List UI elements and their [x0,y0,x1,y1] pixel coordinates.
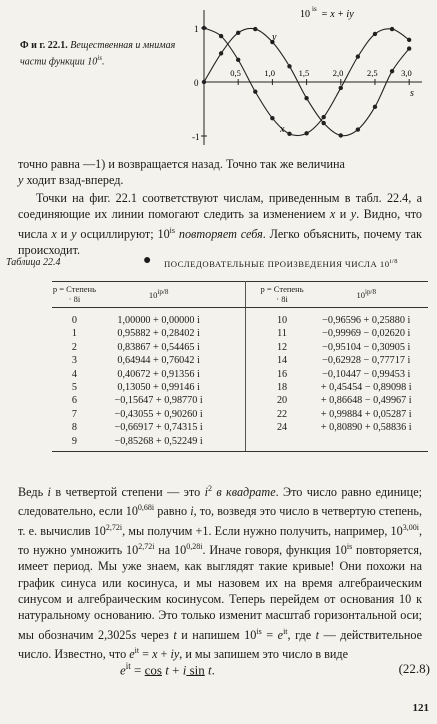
cell-value-left: 0,83867 + 0,54465 i [117,341,200,353]
data-point-y [321,121,325,125]
table-row [52,327,428,340]
p3-t2: t [315,627,320,642]
p3-e3: 10 [390,523,403,538]
table-row [52,308,428,328]
data-point-x [253,90,257,94]
cell-value-right: + 0,86648 − 0,49967 i [320,395,412,407]
data-point-x [236,58,240,62]
para2-var-x2: x [51,226,57,241]
col-separator [220,327,245,340]
cell-value-left: 0,40672 + 0,91356 i [117,368,200,380]
cell-value-right: −0,10447 − 0,99453 i [322,368,411,380]
col-separator [220,421,245,434]
p3-e5sup: 0,28i [186,542,203,552]
table-row [52,421,428,434]
data-point-y [339,133,343,137]
p3-e8sup: it [283,626,288,636]
equation-number: (22.8) [398,661,430,676]
data-point-y [390,69,394,73]
p3-a13: и напишем [176,627,245,642]
col-gap [246,341,260,354]
p3-a9: на [154,543,175,558]
x-tick-label: 1,0 [264,68,276,78]
data-point-x [339,86,343,90]
cell-value-left: 1,00000 + 0,00000 i [117,315,200,326]
col-separator [220,308,245,328]
p3-t1: t [173,627,177,642]
col-header-v-right [305,282,429,308]
x-tick-label: 2,0 [332,68,344,78]
col-gap [246,308,260,328]
para2-var-y2: y [71,226,77,241]
table-row [52,354,428,367]
cell-value-right: + 0,80890 + 0,58836 i [320,422,412,434]
chart-title-rest: = x + iy [321,9,354,20]
p3-a5: равно [154,504,191,519]
p3-i3: i [190,504,194,519]
paragraph-2 [18,190,422,258]
cell-value-right: −0,96596 + 0,25880 i [322,315,411,326]
p3-a3: в квадрате [211,485,276,500]
data-point-x [202,26,206,30]
x-axis-label: s [410,88,414,99]
para2-formula-sup: is [169,225,175,235]
data-point-y [253,27,257,31]
data-point-x [304,131,308,135]
paragraph-1 [18,156,422,189]
col-separator [220,368,245,381]
p3-e7: 10 [244,627,257,642]
col-header-v-left-base: 10 [148,289,158,300]
col-separator [220,408,245,421]
cell-p-right: 20 [276,395,288,407]
cell-value-left: 0,13050 + 0,99146 i [117,382,200,394]
p3-a14: = [261,627,278,642]
para2-var-y: y [350,207,357,222]
data-point-x [373,32,377,36]
paragraph-3 [18,481,422,662]
cell-value-left: −0,66917 + 0,74315 i [114,422,203,434]
p3-i2sup: 2 [207,484,212,493]
col-header-v-right-base: 10 [356,289,365,300]
data-point-y [407,46,411,50]
table-row [52,435,428,452]
col-gap [246,354,260,367]
table-row [52,394,428,407]
eq-plus: + [168,662,183,678]
cell-value-right: −0,95104 − 0,30905 i [322,341,411,353]
data-point-x [321,115,325,119]
data-point-x [219,34,223,38]
col-header-v-left [97,282,220,308]
eq-i: i [182,662,187,678]
table-row [52,381,428,394]
y-tick-label: 0 [194,78,199,88]
data-point-y [304,96,308,100]
col-gap [246,421,260,434]
table-number: Таблица 22.4 [6,257,61,268]
p3-e1sup: 0,68i [137,503,155,513]
data-point-y [287,64,291,68]
data-point-x [287,132,291,136]
table-heading [6,255,431,273]
page-number: 121 [412,702,429,714]
col-header-v-left-sup: ip/8 [157,288,169,297]
p3-e2: 10 [93,523,106,538]
col-gap [246,327,260,340]
line-chart [188,0,430,150]
col-header-p-left: p = Степень · 8i [52,282,97,308]
p3-a17: = [139,647,153,662]
p3-a15: , где [287,627,316,642]
cell-value-right: −0,99969 − 0,02620 i [322,328,411,340]
cell-p-right: 12 [276,341,288,353]
p3-e4: 10 [126,543,139,558]
p3-s1: s [131,627,137,642]
para2-text1: Точки на фиг. 22.1 соответствуют числам, приведенным в табл. 22.4, а соединяющие их линии помогают следить за изменением [18,191,422,222]
equation-22-8 [120,661,430,678]
data-point-x [407,38,411,42]
cell-value-left: −0,15647 + 0,98770 i [114,395,203,407]
figure-caption-text: Вещественная и мнимая части функции [20,40,176,68]
cell-value-right: −0,62928 − 0,77717 i [322,355,411,367]
para2-text2: и [335,207,351,222]
p3-a18: + [157,647,171,662]
col-gap [246,282,260,308]
p3-e5: 10 [174,543,187,558]
p3-e9sup: it [134,645,140,655]
x-tick-label: 1,5 [298,68,310,78]
p3-iy: iy [170,647,180,662]
para2-formula: 10 [157,226,170,241]
para2-emphasis: повторяет себя [175,226,263,241]
cell-value-left: 0,95882 + 0,28402 i [117,328,200,340]
table-row [52,341,428,354]
p3-e1: 10 [125,504,138,519]
cell-p-left: 6 [71,395,77,407]
data-point-x [356,54,360,58]
col-separator [220,394,245,407]
eq-cos: cos [144,662,162,678]
para2-var-x: x [329,207,336,222]
cell-value-right: + 0,45454 − 0,89098 i [320,382,412,394]
para1-var-y: y [18,173,24,188]
figure-caption-formula: 10 [87,56,98,68]
p3-e3sup: 3,00i [402,522,419,532]
col-separator [220,282,245,308]
cell-p-right: 18 [276,382,288,394]
y-tick-label: 1 [194,24,199,34]
p3-a4: . Это число равно единице; следовательно, если [18,485,423,519]
p3-xx: x [152,647,158,662]
cell-p-right: 24 [276,422,288,434]
col-separator [220,435,245,452]
p3-e2sup: 2,72i [105,522,123,532]
cell-p-left: 4 [71,368,77,380]
table-title-text: ПОСЛЕДОВАТЕЛЬНЫЕ ПРОИЗВЕДЕНИЯ ЧИСЛА 10 [164,258,390,269]
cell-p-left: 3 [71,355,77,367]
p3-e7sup: is [256,626,262,636]
p3-a19: , и мы запишем это число в виде [179,647,349,662]
cell-p-left: 5 [71,382,77,394]
table-title [164,258,398,269]
data-point-x [270,116,274,120]
p3-a12: через [136,627,174,642]
series-label-x: x [280,124,285,135]
para2-text5: осциллируют; [76,226,158,241]
powers-table [52,281,428,452]
eq-sin: sin [186,662,205,678]
cell-value-left: 0,64944 + 0,76042 i [117,355,200,367]
cell-p-right: 11 [277,328,287,340]
data-point-x [390,27,394,31]
data-point-y [202,80,206,84]
eq-t2: t [204,662,212,678]
col-gap [246,368,260,381]
p3-i1: i [47,485,51,500]
chart-title-base: 10 [300,9,310,20]
x-tick-label: 2,5 [366,68,378,78]
cell-p-left: 2 [71,341,77,353]
col-gap [246,381,260,394]
cell-p-right: 22 [276,408,288,420]
cell-p-left: 9 [52,435,97,452]
table-title-sup: i/8 [389,258,398,265]
cell-p-left: 1 [71,328,77,340]
p3-e4sup: 2,72i [138,542,155,552]
cell-p-left: 0 [71,315,77,326]
series-label-y: y [272,32,277,43]
p3-i2: i [204,485,208,500]
p3-e8: e [277,627,284,642]
p3-a11: повторяется, имеет период. Мы уже знаем, как выглядят такие кривые! Они похожи на график синуса или косинуса, и мы назовем их на время алгебраическим синусом и алгебраическим косинусом. Теперь перейдем от основания 10 к натуральному основанию. Это только изменит масштаб горизонтальной оси; мы обозначим 2,3025 [18,543,422,642]
p3-e9: e [129,647,135,662]
cell-value-right: + 0,99884 + 0,05287 i [320,408,412,420]
para2-text4: и [56,226,72,241]
y-tick-label: -1 [192,132,200,142]
p3-e6sup: is [346,542,353,552]
p3-a7: , мы получим +1. Если нужно получить, например, [122,523,391,538]
cell-value-left: −0,43055 + 0,90260 i [114,408,203,420]
col-gap [246,408,260,421]
eq-dot: . [211,662,215,678]
cell-value-left: −0,85268 + 0,52249 i [97,435,220,452]
p3-e6: 10 [334,543,347,558]
bullet-icon: ● [143,253,152,268]
para1-line1: точно равна —1) и возвращается назад. Точно так же величина [18,157,345,171]
cell-p-right: 16 [276,368,288,380]
data-point-y [356,127,360,131]
col-gap [246,394,260,407]
chart-title-sup: is [312,5,317,13]
x-tick-label: 3,0 [401,68,412,78]
cell-p-right: 14 [276,355,288,367]
eq-lhs-sup: it [125,661,131,671]
cell-p-left: 7 [71,408,77,420]
para2-text3: . Видно, что числа [18,207,422,241]
col-header-p-right: p = Степень · 8i [260,282,305,308]
cell-p-right [260,435,305,452]
data-point-y [219,51,223,55]
figure-caption-formula-sup: is [97,54,102,62]
cell-p-right: 10 [276,315,288,326]
eq-t1: t [161,662,169,678]
col-separator [220,354,245,367]
p3-a10: . Иначе говоря, функция [202,543,335,558]
cell-p-left: 8 [71,422,77,434]
p3-a1: Ведь [18,485,48,500]
eq-equals: = [130,662,145,678]
table-row [52,408,428,421]
figure-caption-end: . [101,56,105,68]
table-row [52,368,428,381]
cell-value-right [305,435,429,452]
col-separator [220,341,245,354]
p3-a8: , то нужно умножить [18,523,422,558]
eq-lhs: e [120,662,126,678]
data-point-y [236,31,240,35]
x-tick-label: 0,5 [230,68,241,78]
col-header-v-right-sup: ip/8 [364,288,376,297]
col-separator [220,381,245,394]
figure-label: Ф и г. 22.1. [20,40,68,51]
data-point-y [373,105,377,109]
p3-a2: в четвертой степени — это [50,485,205,500]
para1-line2: ходит взад-вперед. [23,173,124,188]
para2-text7: . Легко объяснить, почему так происходит. [18,226,422,257]
col-gap [246,435,260,452]
p3-a16: — действительное число. Известно, что [18,627,422,662]
p3-a6: , то, возведя это число в четвертую степень, т. е. вычислив [18,504,422,538]
figure-caption [20,40,180,68]
